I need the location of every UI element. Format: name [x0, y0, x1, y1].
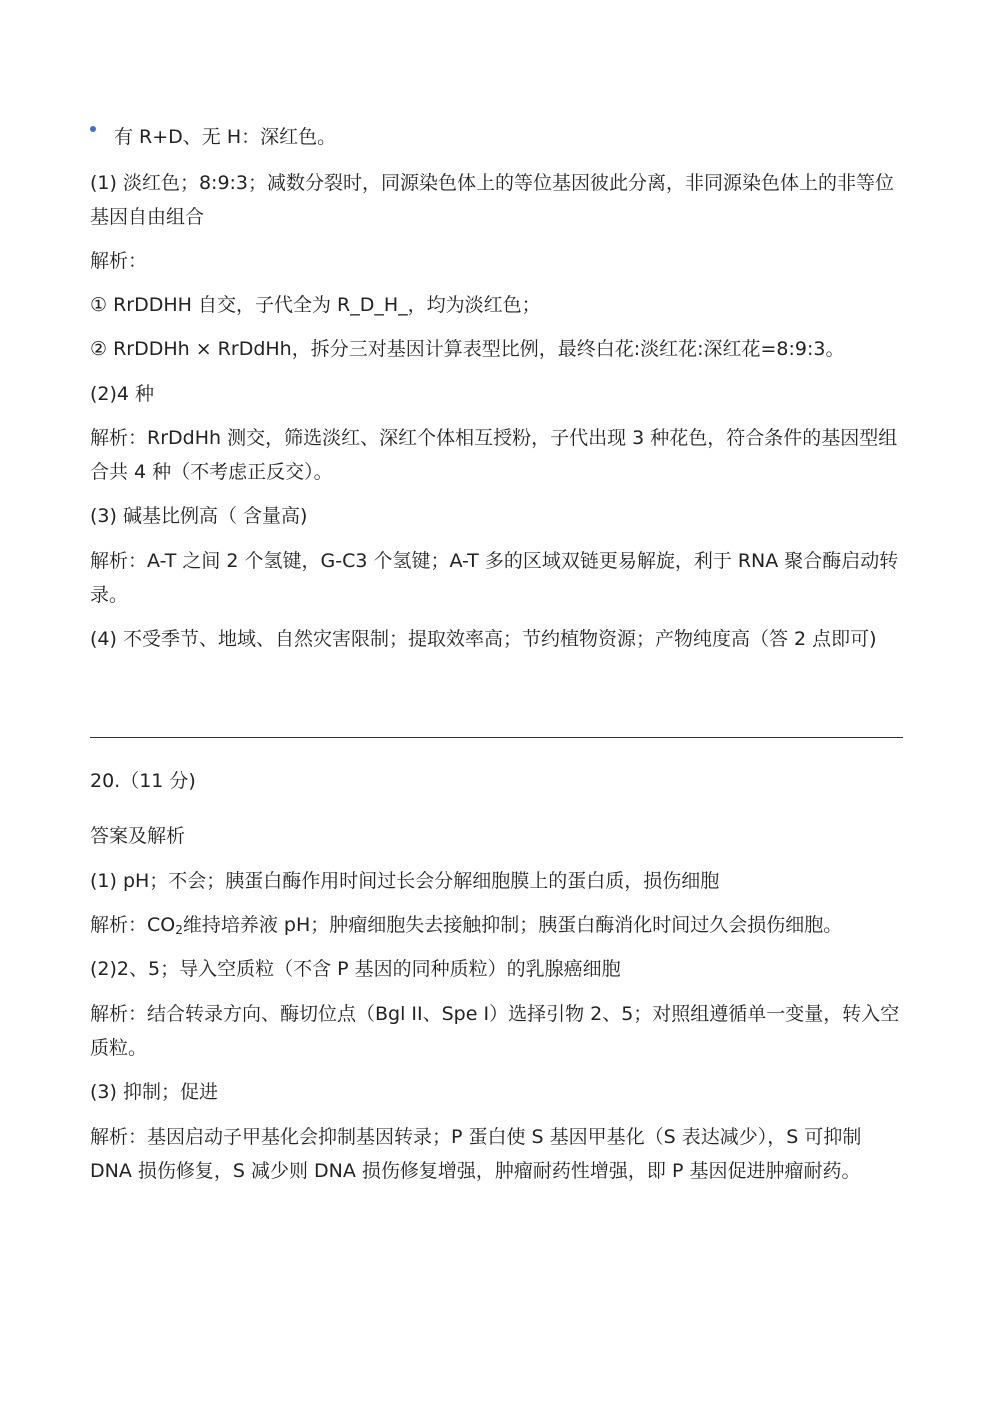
q1-step-2: ② RrDDHh × RrDdHh，拆分三对基因计算表型比例，最终白花:淡红花:深红花=8:9:3。: [90, 338, 845, 360]
q20-2-analysis: 解析：结合转录方向、酶切位点（Bgl II、Spe I）选择引物 2、5；对照组遵循单一变量，转入空质粒。: [90, 1003, 900, 1059]
q4-answer: (4) 不受季节、地域、自然灾害限制；提取效率高；节约植物资源；产物纯度高（答 2 点即可): [90, 628, 877, 650]
q20-1-analysis-pre: 解析：CO: [90, 914, 176, 936]
q1-analysis-label: 解析：: [90, 250, 148, 272]
q3-answer: (3) 碱基比例高（ 含量高): [90, 505, 308, 527]
q20-3-analysis: 解析：基因启动子甲基化会抑制基因转录；P 蛋白使 S 基因甲基化（S 表达减少），S 可抑制 DNA 损伤修复，S 减少则 DNA 损伤修复增强，肿瘤耐药性增强，即 P 基因促进肿瘤耐药。: [90, 1126, 862, 1182]
answer-and-analysis-heading: 答案及解析: [90, 825, 186, 847]
q2-answer: (2)4 种: [90, 383, 155, 405]
q2-analysis: 解析：RrDdHh 测交，筛选淡红、深红个体相互授粉，子代出现 3 种花色，符合条件的基因型组合共 4 种（不考虑正反交）。: [90, 427, 898, 483]
question-20-heading: 20.（11 分): [90, 770, 196, 792]
section-divider: [90, 737, 903, 738]
q20-1-analysis: [90, 908, 905, 942]
co2-subscript: 2: [175, 923, 183, 937]
bullet-dot-icon: [90, 126, 96, 132]
q20-3-answer: (3) 抑制；促进: [90, 1081, 218, 1103]
q20-1-answer: (1) pH；不会；胰蛋白酶作用时间过长会分解细胞膜上的蛋白质，损伤细胞: [90, 870, 720, 892]
q1-answer: (1) 淡红色；8:9:3；减数分裂时，同源染色体上的等位基因彼此分离，非同源染色体上的非等位基因自由组合: [90, 172, 895, 228]
q20-2-answer: (2)2、5；导入空质粒（不含 P 基因的同种质粒）的乳腺癌细胞: [90, 958, 621, 980]
q1-step-1: ① RrDDHH 自交，子代全为 R_D_H_，均为淡红色；: [90, 294, 541, 316]
q3-analysis: 解析：A-T 之间 2 个氢键，G-C3 个氢键；A-T 多的区域双链更易解旋，利于 RNA 聚合酶启动转录。: [90, 550, 899, 606]
q20-1-analysis-post: 维持培养液 pH；肿瘤细胞失去接触抑制；胰蛋白酶消化时间过久会损伤细胞。: [182, 914, 843, 936]
bullet-text: 有 R+D、无 H：深红色。: [114, 126, 337, 148]
